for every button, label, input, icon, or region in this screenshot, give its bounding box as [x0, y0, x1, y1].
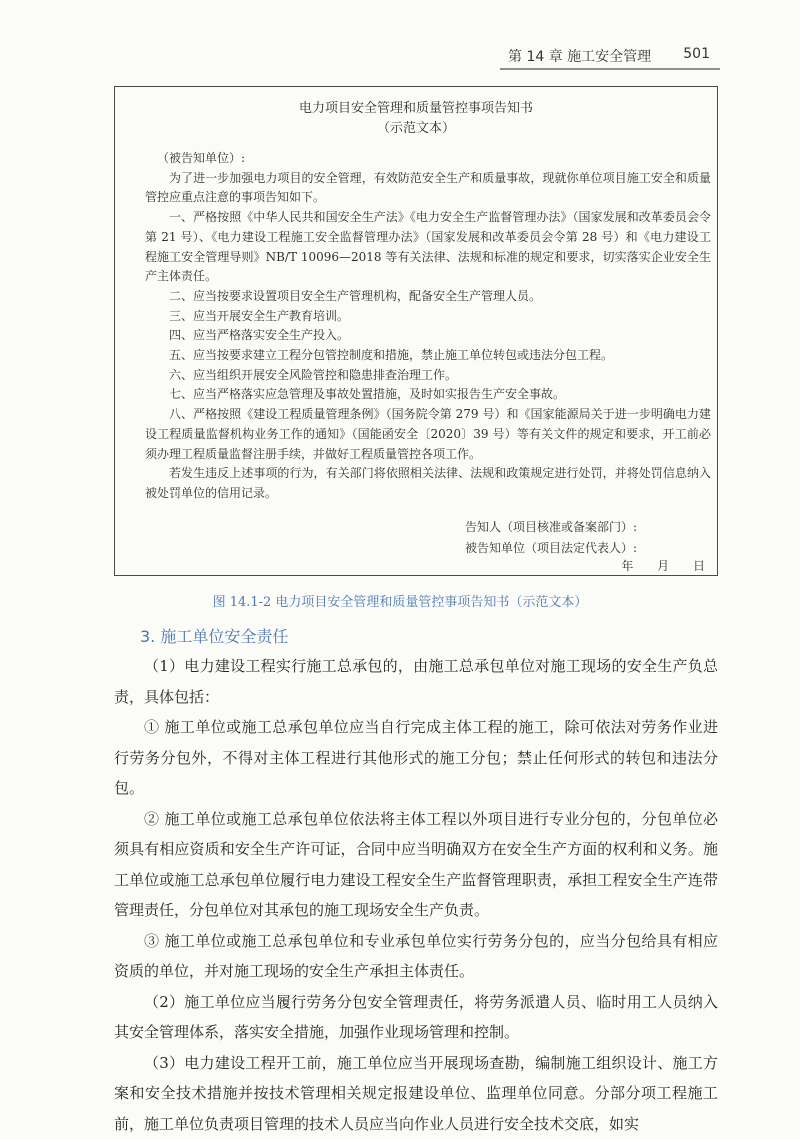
notice-figure: [114, 86, 718, 576]
notice-paragraph: 四、应当严格落实安全生产投入。: [145, 326, 711, 346]
notice-paragraph: 一、严格按照《中华人民共和国安全生产法》《电力安全生产监督管理办法》（国家发展和改革委员会令第 21 号）、《电力建设工程施工安全监督管理办法》（国家发展和改革委员会令第 28 号）和《电力建设工程施工安全管理导则》NB/T 10096—2018 等有关法律、法规和标准的规定和要求，切实落实企业安全生产主体责任。: [145, 208, 711, 287]
section-heading: 3. 施工单位安全责任: [140, 624, 288, 647]
notice-paragraph: 三、应当开展安全生产教育培训。: [145, 307, 711, 327]
notice-body: [145, 149, 711, 504]
notice-paragraph: 若发生违反上述事项的行为，有关部门将依照相关法律、法规和政策规定进行处罚，并将处罚信息纳入被处罚单位的信用记录。: [145, 464, 711, 503]
section-body: [114, 651, 718, 1139]
notifier-line: 告知人（项目核准或备案部门）:: [465, 517, 637, 538]
body-paragraph: ① 施工单位或施工总承包单位应当自行完成主体工程的施工，除可依法对劳务作业进行劳务分包外，不得对主体工程进行其他形式的施工分包；禁止任何形式的转包和违法分包。: [114, 712, 718, 804]
notice-addressee: （被告知单位）:: [145, 149, 711, 169]
notice-paragraph: 八、严格按照《建设工程质量管理条例》（国务院令第 279 号）和《国家能源局关于进一步明确电力建设工程质量监督机构业务工作的通知》（国能函安全〔2020〕39 号）等有关文件的规定和要求，开工前必须办理工程质量监督注册手续，并做好工程质量管控各项工作。: [145, 405, 711, 464]
notified-line: 被告知单位（项目法定代表人）:: [465, 538, 637, 559]
notice-paragraph: 为了进一步加强电力项目的安全管理，有效防范安全生产和质量事故，现就你单位项目施工安全和质量管控应重点注意的事项告知如下。: [145, 169, 711, 208]
chapter-title: 第 14 章 施工安全管理: [508, 46, 651, 66]
header-rule: [500, 68, 720, 70]
running-header: [470, 42, 710, 64]
body-paragraph: （2）施工单位应当履行劳务分包安全管理责任，将劳务派遣人员、临时用工人员纳入其安全管理体系，落实安全措施，加强作业现场管理和控制。: [114, 987, 718, 1048]
body-paragraph: （1）电力建设工程实行施工总承包的，由施工总承包单位对施工现场的安全生产负总责，具体包括：: [114, 651, 718, 712]
notice-subtitle: （示范文本）: [115, 117, 717, 136]
notice-paragraph: 二、应当按要求设置项目安全生产管理机构，配备安全生产管理人员。: [145, 287, 711, 307]
page-number: 501: [683, 46, 710, 62]
notice-paragraph: 七、应当严格落实应急管理及事故处置措施，及时如实报告生产安全事故。: [145, 385, 711, 405]
figure-caption: 图 14.1-2 电力项目安全管理和质量管控事项告知书（示范文本）: [0, 591, 800, 610]
notice-paragraph: 六、应当组织开展安全风险管控和隐患排查治理工作。: [145, 366, 711, 386]
body-paragraph: （3）电力建设工程开工前，施工单位应当开展现场查勘，编制施工组织设计、施工方案和安全技术措施并按技术管理相关规定报建设单位、监理单位同意。分部分项工程施工前，施工单位负责项目管理的技术人员应当向作业人员进行安全技术交底，如实: [114, 1048, 718, 1139]
notice-date: 年 月 日: [621, 557, 705, 574]
notice-title: 电力项目安全管理和质量管控事项告知书: [115, 97, 717, 116]
body-paragraph: ② 施工单位或施工总承包单位依法将主体工程以外项目进行专业分包的，分包单位必须具有相应资质和安全生产许可证，合同中应当明确双方在安全生产方面的权利和义务。施工单位或施工总承包单位履行电力建设工程安全生产监督管理职责，承担工程安全生产连带管理责任，分包单位对其承包的施工现场安全生产负责。: [114, 804, 718, 926]
notice-signature: [465, 517, 637, 559]
notice-paragraph: 五、应当按要求建立工程分包管控制度和措施，禁止施工单位转包或违法分包工程。: [145, 346, 711, 366]
body-paragraph: ③ 施工单位或施工总承包单位和专业承包单位实行劳务分包的，应当分包给具有相应资质的单位，并对施工现场的安全生产承担主体责任。: [114, 926, 718, 987]
